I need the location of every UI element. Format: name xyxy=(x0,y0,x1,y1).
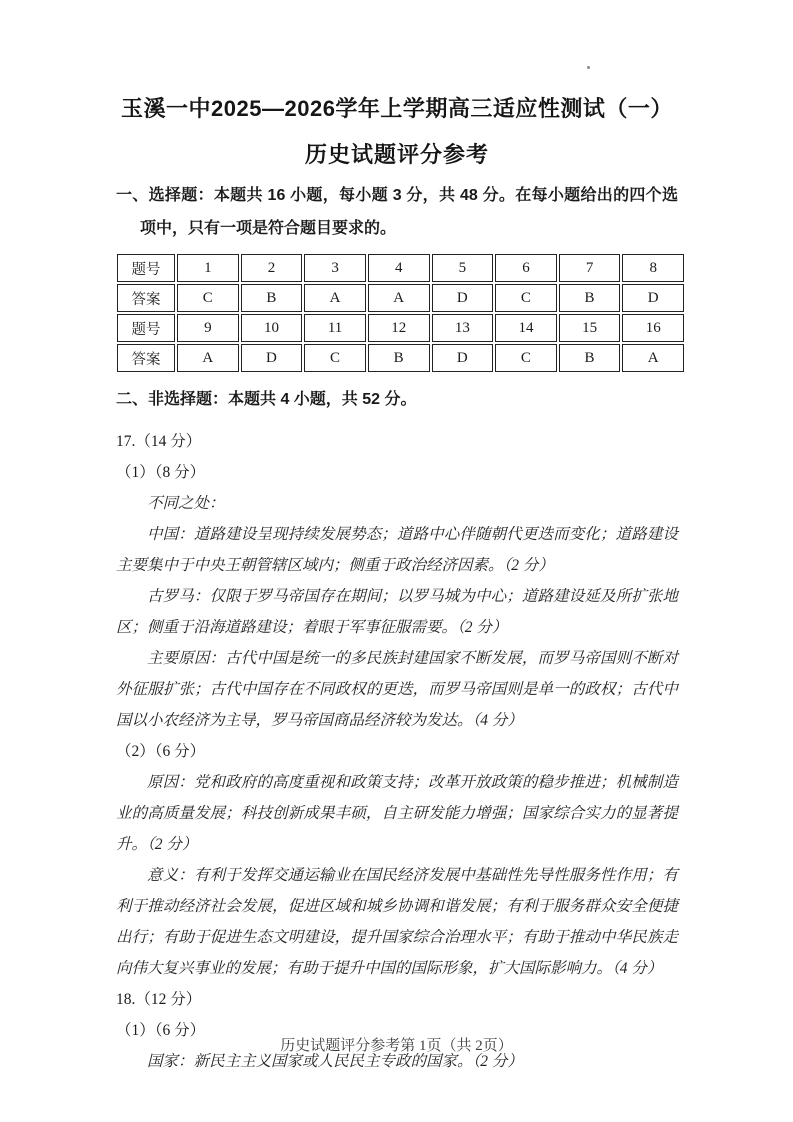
table-cell: 6 xyxy=(495,254,557,282)
table-row-question-numbers-2 xyxy=(117,314,684,342)
table-header-cell: 答案 xyxy=(117,344,175,372)
table-header-cell: 题号 xyxy=(117,314,175,342)
table-cell: C xyxy=(495,344,557,372)
q17-part2-label: （2）（6 分） xyxy=(116,743,206,760)
table-cell: B xyxy=(241,284,303,312)
table-cell: 10 xyxy=(241,314,303,342)
table-cell: 16 xyxy=(622,314,684,342)
table-row-answers-2 xyxy=(117,344,684,372)
table-cell: B xyxy=(559,284,621,312)
section-nonchoice-heading: 二、非选择题：本题共 4 小题，共 52 分。 xyxy=(116,391,417,408)
page-title: 玉溪一中2025—2026学年上学期高三适应性测试（一） xyxy=(121,96,673,121)
table-cell: D xyxy=(241,344,303,372)
table-cell: 7 xyxy=(559,254,621,282)
table-cell: A xyxy=(304,284,366,312)
table-cell: 1 xyxy=(177,254,239,282)
q17-part1-rome-answer: 古罗马：仅限于罗马帝国存在期间；以罗马城为中心；道路建设延及所扩张地区；侧重于沿海道路建设；着眼于军事征服需要。（2 分） xyxy=(116,588,678,636)
table-cell: B xyxy=(368,344,430,372)
page-content xyxy=(116,86,678,1077)
table-cell: D xyxy=(432,284,494,312)
page-subtitle: 历史试题评分参考 xyxy=(304,142,489,167)
q17-part1-china-answer: 中国：道路建设呈现持续发展势态；道路中心伴随朝代更迭而变化；道路建设主要集中于中央王朝管辖区域内；侧重于政治经济因素。（2 分） xyxy=(116,526,678,574)
table-cell: 4 xyxy=(368,254,430,282)
table-cell: 2 xyxy=(241,254,303,282)
q17-part1-reasons-answer: 主要原因：古代中国是统一的多民族封建国家不断发展，而罗马帝国则不断对外征服扩张；古代中国存在不同政权的更迭，而罗马帝国则是单一的政权；古代中国以小农经济为主导，罗马帝国商品经济较为发达。（4 分） xyxy=(116,650,678,729)
table-cell: 13 xyxy=(432,314,494,342)
table-cell: 9 xyxy=(177,314,239,342)
table-cell: C xyxy=(177,284,239,312)
table-header-cell: 题号 xyxy=(117,254,175,282)
table-cell: 15 xyxy=(559,314,621,342)
q18-part1-label: （1）（6 分） xyxy=(116,1022,206,1039)
q18-part1-state-answer: 国家：新民主主义国家或人民民主专政的国家。（2 分） xyxy=(147,1053,523,1070)
table-cell: 11 xyxy=(304,314,366,342)
table-cell: C xyxy=(495,284,557,312)
table-cell: 12 xyxy=(368,314,430,342)
page-footer: 历史试题评分参考第 1页（共 2页） xyxy=(280,1038,513,1054)
q18-number: 18.（12 分） xyxy=(116,991,202,1008)
table-cell: 3 xyxy=(304,254,366,282)
answer-table xyxy=(115,252,686,374)
table-cell: 5 xyxy=(432,254,494,282)
q17-part1-label: （1）（8 分） xyxy=(116,464,206,481)
table-cell: A xyxy=(622,344,684,372)
q17-number: 17.（14 分） xyxy=(116,433,202,450)
table-row-question-numbers-1 xyxy=(117,254,684,282)
table-row-answers-1 xyxy=(117,284,684,312)
table-cell: A xyxy=(368,284,430,312)
q17-part2-significance-answer: 意义：有利于发挥交通运输业在国民经济发展中基础性先导性服务性作用；有利于推动经济社会发展，促进区域和城乡协调和谐发展；有利于服务群众安全便捷出行；有助于促进生态文明建设，提升国家综合治理水平；有助于推动中华民族走向伟大复兴事业的发展；有助于提升中国的国际形象，扩大国际影响力。（4 分） xyxy=(116,867,678,977)
table-cell: D xyxy=(432,344,494,372)
table-cell: D xyxy=(622,284,684,312)
q17-part1-intro: 不同之处： xyxy=(147,495,225,512)
table-cell: C xyxy=(304,344,366,372)
table-cell: A xyxy=(177,344,239,372)
q17-part2-causes-answer: 原因：党和政府的高度重视和政策支持；改革开放政策的稳步推进；机械制造业的高质量发展；科技创新成果丰硕，自主研发能力增强；国家综合实力的显著提升。（2 分） xyxy=(116,774,678,853)
section-choice-heading: 一、选择题：本题共 16 小题，每小题 3 分，共 48 分。在每小题给出的四个选项中，只有一项是符合题目要求的。 xyxy=(116,187,678,237)
answers-body xyxy=(116,426,678,1077)
table-cell: B xyxy=(559,344,621,372)
stray-mark xyxy=(587,66,590,69)
table-header-cell: 答案 xyxy=(117,284,175,312)
table-cell: 8 xyxy=(622,254,684,282)
table-cell: 14 xyxy=(495,314,557,342)
